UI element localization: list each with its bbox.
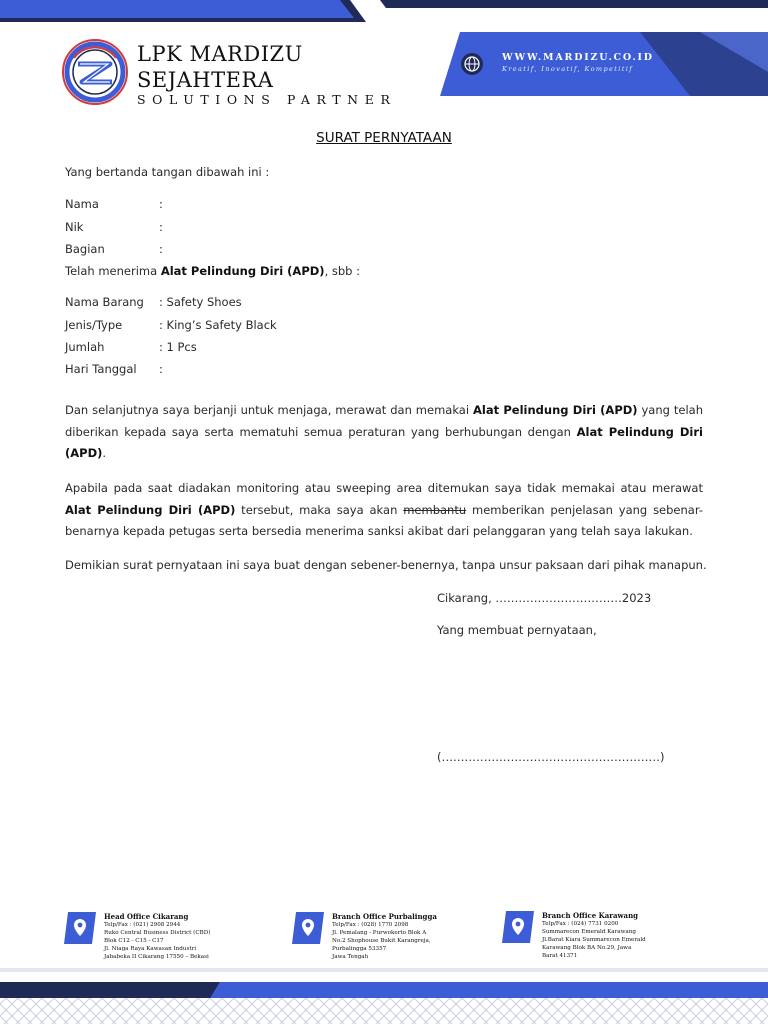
office-line: Summarecon Emerald Karawang xyxy=(542,929,636,935)
item-value-jumlah: : 1 Pcs xyxy=(159,340,197,354)
company-name-line1: LPK MARDIZU xyxy=(137,42,303,66)
location-pin-icon xyxy=(292,912,324,944)
item-value-hari-tanggal: : xyxy=(159,362,163,376)
office-branch-purbalingga xyxy=(332,912,482,961)
field-label-nik: Nik xyxy=(65,220,84,234)
p2-text-3: memberikan penjelasan yang sebenar-benarnya kepada petugas serta bersedia menerima sanksi akibat dari pelanggaran yang telah saya lakukan. xyxy=(65,502,703,538)
office-line: No.2 Shophouse Bukit Karangreja, xyxy=(332,938,431,944)
received-prefix: Telah menerima xyxy=(65,264,161,278)
received-suffix: , sbb : xyxy=(324,264,360,278)
office-name: Branch Office Purbalingga xyxy=(332,912,437,921)
location-pin-icon xyxy=(502,911,534,943)
item-label-nama-barang: Nama Barang xyxy=(65,295,144,309)
office-name: Head Office Cikarang xyxy=(104,912,189,921)
office-line: Ruko Central Business District (CBD) xyxy=(104,930,211,936)
item-label-hari-tanggal: Hari Tanggal xyxy=(65,362,137,376)
paragraph-closing: Demikian surat pernyataan ini saya buat dengan sebener-benernya, tanpa unsur paksaan dari pihak manapun. xyxy=(65,558,707,572)
company-name-line2: SEJAHTERA xyxy=(137,68,274,92)
p2-text-1: Apabila pada saat diadakan monitoring atau sweeping area ditemukan saya tidak memakai atau merawat xyxy=(65,481,703,495)
p2-bold-1: Alat Pelindung Diri (APD) xyxy=(65,502,236,517)
intro-text: Yang bertanda tangan dibawah ini : xyxy=(65,165,270,179)
office-head-cikarang xyxy=(104,912,254,961)
office-line: Jl.Barat Kiara Summarecon Emerald xyxy=(542,937,646,943)
office-line: Jababeka II Cikarang 17550 – Bekasi xyxy=(104,954,209,960)
office-branch-karawang xyxy=(542,911,692,960)
field-sep-bagian: : xyxy=(159,242,163,256)
paragraph-sanction xyxy=(65,478,703,543)
p1-bold-1: Alat Pelindung Diri (APD) xyxy=(472,403,638,417)
website-url[interactable]: WWW.MARDIZU.CO.ID xyxy=(502,52,654,63)
office-line: Telp/Fax : (028) 1770 2098 xyxy=(332,922,409,928)
p2-strikethrough: membantu xyxy=(403,502,467,517)
website-tagline: Kreatif, Inovatif, Kompetitif xyxy=(502,65,634,73)
company-tagline: SOLUTIONS PARTNER xyxy=(137,92,397,107)
field-label-bagian: Bagian xyxy=(65,242,105,256)
item-label-jumlah: Jumlah xyxy=(65,340,105,354)
location-pin-icon xyxy=(64,912,96,944)
item-label-jenis: Jenis/Type xyxy=(65,318,123,332)
office-line: Jl. Niaga Raya Kawasan Industri xyxy=(104,946,197,952)
document-title: SURAT PERNYATAAN xyxy=(316,130,452,146)
place-date: Cikarang, ……………………………2023 xyxy=(437,591,652,605)
office-line: Telp/Fax : (024) 7731 0200 xyxy=(542,921,619,927)
company-logo-icon xyxy=(60,36,130,108)
signature-blank: (…………………………………………………) xyxy=(437,750,665,764)
office-line: Karawang Blok BA No.29, Jawa xyxy=(542,945,632,951)
office-line: Jl. Pemalang - Purwokerto Blok A xyxy=(332,930,427,936)
field-label-nama: Nama xyxy=(65,197,99,211)
p1-text-2: yang telah diberikan kepada saya serta mematuhi semua peraturan yang berhubungan dengan xyxy=(65,403,703,439)
field-sep-nik: : xyxy=(159,220,163,234)
p1-bold-2: Alat Pelindung Diri (APD) xyxy=(65,424,703,460)
item-value-nama-barang: : Safety Shoes xyxy=(159,295,242,309)
item-value-jenis: : King’s Safety Black xyxy=(159,318,277,332)
p1-text-3: . xyxy=(102,446,107,460)
received-statement xyxy=(65,263,360,279)
office-line: Jawa Tengah xyxy=(332,954,369,960)
header-top-stripes xyxy=(0,0,768,22)
footer-band xyxy=(0,968,768,1024)
paragraph-commitment xyxy=(65,400,703,465)
field-sep-nama: : xyxy=(159,197,163,211)
office-name: Branch Office Karawang xyxy=(542,911,639,920)
website-banner xyxy=(440,32,768,96)
office-line: Purbalingga 53357 xyxy=(332,946,387,952)
received-apd: Alat Pelindung Diri (APD) xyxy=(160,264,325,278)
signature-caption: Yang membuat pernyataan, xyxy=(437,623,597,637)
office-line: Barat 41371 xyxy=(542,953,578,959)
office-line: Telp/Fax : (021) 2908 2944 xyxy=(104,922,181,928)
globe-icon xyxy=(460,52,484,76)
office-line: Blok C12 - C15 - C17 xyxy=(104,938,164,944)
p1-text-1: Dan selanjutnya saya berjanji untuk menjaga, merawat dan memakai xyxy=(65,403,473,417)
p2-text-2: tersebut, maka saya akan xyxy=(235,502,404,517)
